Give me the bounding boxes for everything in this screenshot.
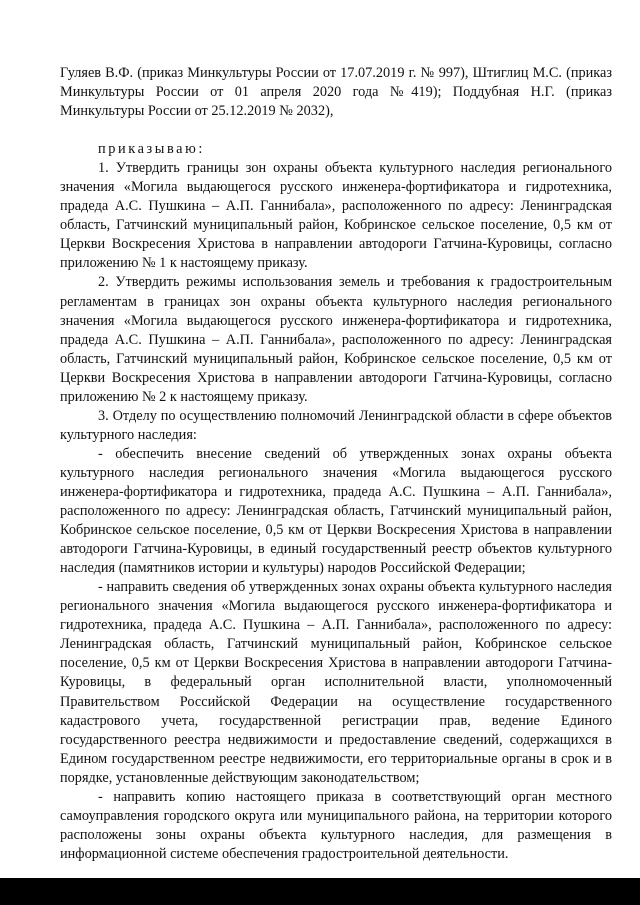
scan-edge-bar <box>0 878 640 905</box>
item-3-paragraph: 3. Отделу по осуществлению полномочий Ленинградской области в сфере объектов культурного наследия: <box>60 407 612 443</box>
paragraph-gap <box>60 121 612 140</box>
item-3-bullet-1: - обеспечить внесение сведений об утвержденных зонах охраны объекта культурного наследия регионального значения «Могила выдающегося русского инженера-фортификатора и гидротехника, прадеда А.С. Пушкина – А.П. Ганнибала», расположенного по адресу: Ленинградская область, Гатчинский муниципальный район, Кобринское сельское поселение, 0,5 км от Церкви Воскресения Христова в направлении автодороги Гатчина-Куровицы, в единый государственный реестр объектов культурного наследия (памятников истории и культуры) народов Российской Федерации; <box>60 445 612 577</box>
item-3-bullet-2: - направить сведения об утвержденных зонах охраны объекта культурного наследия регионального значения «Могила выдающегося русского инженера-фортификатора и гидротехника, прадеда А.С. Пушкина – А.П. Ганнибала», расположенного по адресу: Ленинградская область, Гатчинский муниципальный район, Кобринское сельское поселение, 0,5 км от Церкви Воскресения Христова в направлении автодороги Гатчина-Куровицы, в федеральный орган исполнительной власти, уполномоченный Правительством Российской Федерации на осуществление государственного кадастрового учета, государственной регистрации прав, ведение Единого государственного реестра недвижимости и предоставление сведений, содержащихся в Едином государственном реестре недвижимости, его территориальные органы в срок и в порядке, установленные действующим законодательством; <box>60 579 612 786</box>
order-word: приказываю: <box>98 141 205 158</box>
item-3-bullet-3: - направить копию настоящего приказа в соответствующий орган местного самоуправления городского округа или муниципального района, на территории которого расположены зоны охраны объекта культурного наследия, для размещения в информационной системе обеспечения градостроительной деятельности. <box>60 788 612 862</box>
document-body <box>60 64 612 864</box>
item-1-paragraph: 1. Утвердить границы зон охраны объекта культурного наследия регионального значения «Могила выдающегося русского инженера-фортификатора и гидротехника, прадеда А.С. Пушкина – А.П. Ганнибала», расположенного по адресу: Ленинградская область, Гатчинский муниципальный район, Кобринское сельское поселение, 0,5 км от Церкви Воскресения Христова в направлении автодороги Гатчина-Куровицы, согласно приложению № 1 к настоящему приказу. <box>60 160 612 272</box>
item-2-paragraph: 2. Утвердить режимы использования земель и требования к градостроительным регламентам в границах зон охраны объекта культурного наследия регионального значения «Могила выдающегося русского инженера-фортификатора и гидротехника, прадеда А.С. Пушкина – А.П. Ганнибала», расположенного по адресу: Ленинградская область, Гатчинский муниципальный район, Кобринское сельское поселение, 0,5 км от Церкви Воскресения Христова в направлении автодороги Гатчина-Куровицы, согласно приложению № 2 к настоящему приказу. <box>60 274 612 405</box>
intro-paragraph: Гуляев В.Ф. (приказ Минкультуры России от 17.07.2019 г. № 997), Штиглиц М.С. (приказ Минкультуры России от 01 апреля 2020 года №419); Поддубная Н.Г. (приказ Минкультуры России от 25.12.2019 № 2032), <box>60 65 612 120</box>
